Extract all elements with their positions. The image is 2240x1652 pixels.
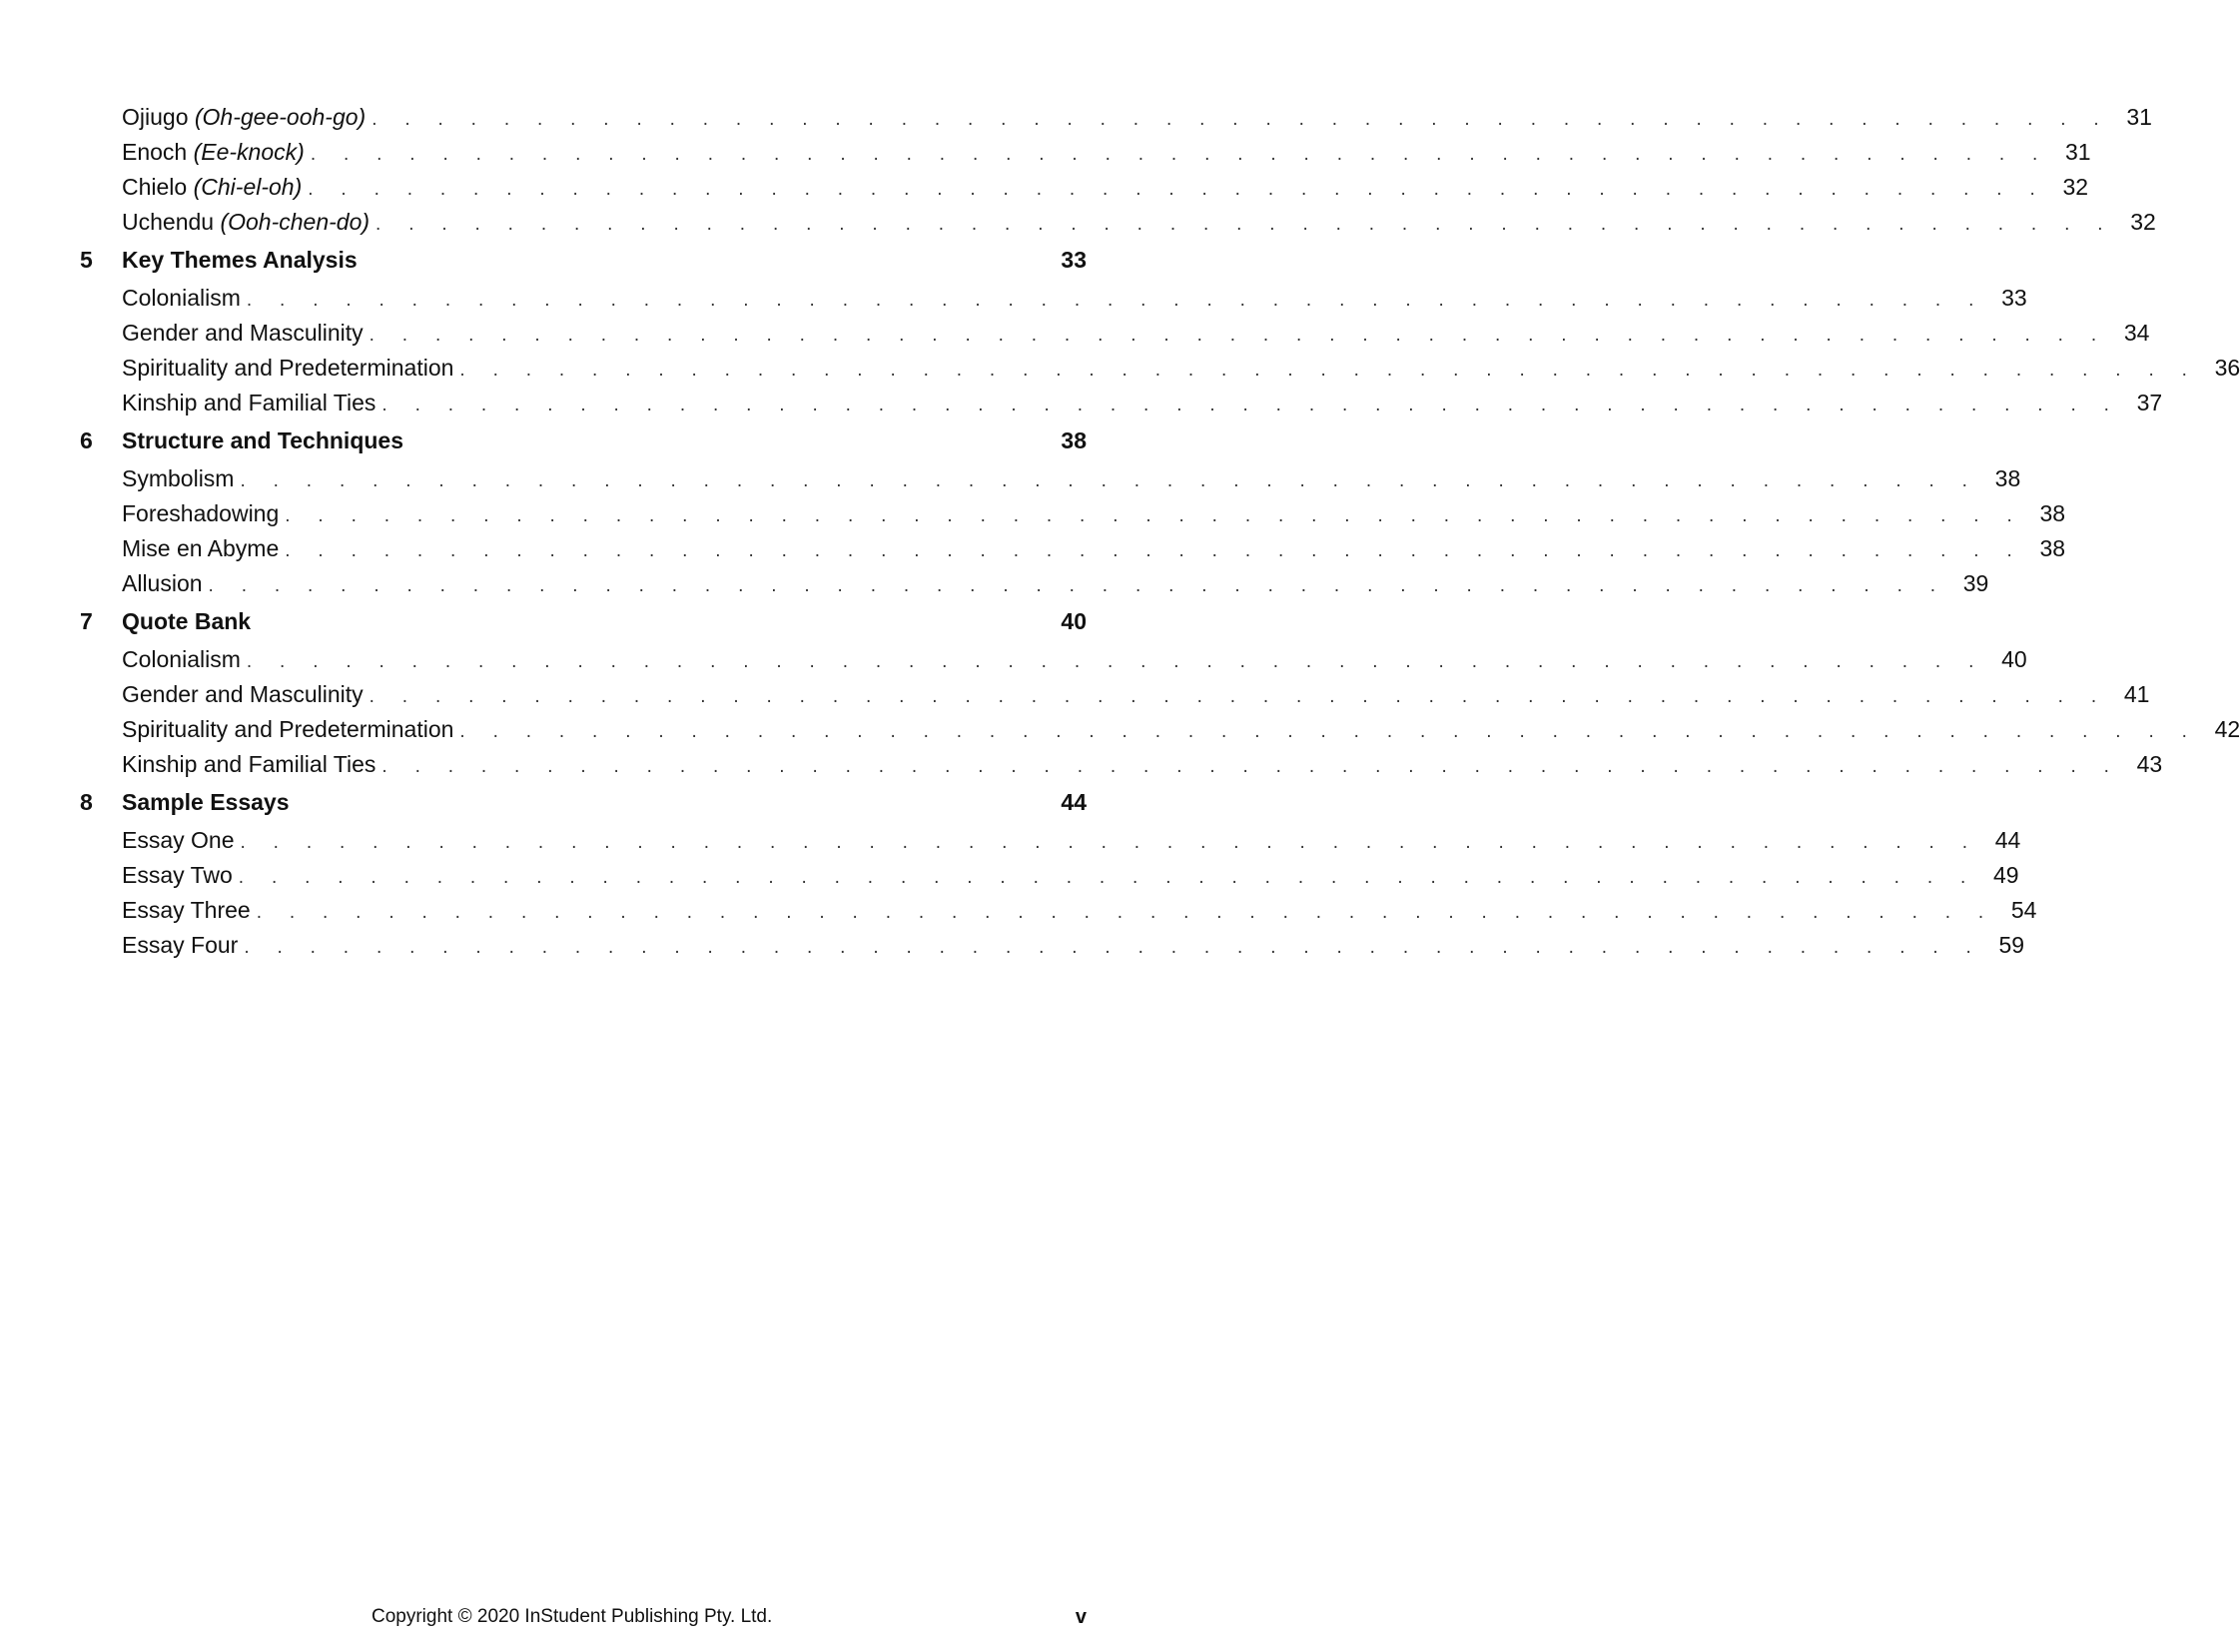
toc-entry-title: Colonialism (122, 285, 241, 311)
toc-page-number: 44 (1994, 827, 2021, 853)
dot-leader: . . . . . . . . . . . . . . . . . . . . . . . . . . . . . . . . . . . . . . . . . . . . . . . . . . . . . (459, 721, 2199, 742)
dot-leader: . . . . . . . . . . . . . . . . . . . . . . . . . . . . . . . . . . . . . . . . . . . . . . . . . . . . . (208, 575, 1947, 596)
toc-entry-title: Kinship and Familial Ties (122, 390, 376, 415)
toc-entry[interactable] (0, 531, 2066, 566)
toc-entry[interactable] (0, 281, 2027, 316)
chapter-title: Sample Essays (122, 789, 290, 815)
toc-page-number: 34 (2123, 320, 2150, 346)
dot-leader: . . . . . . . . . . . . . . . . . . . . . . . . . . . . . . . . . . . . . . . . . . . . . . . . . . . . . (285, 505, 2024, 526)
toc-entry-title: Spirituality and Predetermination (122, 716, 454, 742)
toc-page-number: 59 (1998, 932, 2025, 958)
toc-page-number: 54 (2010, 897, 2037, 923)
toc-entry[interactable] (0, 316, 2150, 351)
toc-page-number: 38 (2039, 500, 2066, 526)
toc-entry[interactable] (0, 496, 2066, 531)
toc-page-number: 43 (2136, 751, 2163, 777)
toc-page-number: 39 (1962, 570, 1989, 596)
copyright-notice: Copyright © 2020 InStudent Publishing Pty. Ltd. (372, 1606, 773, 1627)
toc-page-number: 40 (1061, 608, 1087, 634)
toc-page-number: 32 (2062, 174, 2089, 200)
dot-leader: . . . . . . . . . . . . . . . . . . . . . . . . . . . . . . . . . . . . . . . . . . . . . . . . . . . . . (310, 144, 2049, 165)
toc-page-number: 31 (2065, 139, 2091, 165)
toc-page-number: 31 (2126, 104, 2152, 130)
toc-entry[interactable] (0, 386, 2163, 420)
chapter-number: 8 (80, 789, 93, 815)
chapter-title: Quote Bank (122, 608, 252, 634)
toc-page-number: 38 (1061, 427, 1087, 453)
dot-leader: . . . . . . . . . . . . . . . . . . . . . . . . . . . . . . . . . . . . . . . . . . . . . . . . . . . . . (246, 651, 1985, 672)
toc-page-number: 49 (1992, 862, 2019, 888)
toc-page-number: 42 (2214, 716, 2240, 742)
toc-chapter-8[interactable] (0, 782, 1164, 823)
chapter-number: 5 (80, 247, 93, 273)
toc-entry-title: Essay Three (122, 897, 251, 923)
toc-entry-enoch[interactable] (0, 135, 2091, 170)
toc-chapter-5[interactable] (0, 240, 1164, 281)
toc-entry-title: Essay Four (122, 932, 239, 958)
toc-page-number: 33 (2001, 285, 2027, 311)
toc-entry-ojiugo[interactable] (0, 100, 2152, 135)
toc-entry[interactable] (0, 893, 2037, 928)
toc-entry[interactable] (0, 712, 2240, 747)
dot-leader: . . . . . . . . . . . . . . . . . . . . . . . . . . . . . . . . . . . . . . . . . . . . . . . . . . . . . (308, 179, 2047, 200)
toc-chapter-7[interactable] (0, 601, 1164, 642)
toc-entry-title: Colonialism (122, 646, 241, 672)
toc-entry[interactable] (0, 928, 2025, 963)
toc-page-number: 44 (1061, 789, 1087, 815)
toc-entry-chielo[interactable] (0, 170, 2089, 205)
toc-entry[interactable] (0, 747, 2163, 782)
chapter-title: Key Themes Analysis (122, 247, 358, 273)
toc-page-number: 38 (1994, 465, 2021, 491)
dot-leader: . . . . . . . . . . . . . . . . . . . . . . . . . . . . . . . . . . . . . . . . . . . . . . . . . . . . . (240, 470, 1979, 491)
toc-entry[interactable] (0, 351, 2240, 386)
toc-entry[interactable] (0, 823, 2021, 858)
toc-page-number: 38 (2039, 535, 2066, 561)
chapter-number: 6 (80, 427, 93, 453)
toc-entry-title: Essay One (122, 827, 235, 853)
toc-entry-title: Kinship and Familial Ties (122, 751, 376, 777)
toc-entry-title: Enoch (Ee-knock) (122, 139, 305, 165)
dot-leader: . . . . . . . . . . . . . . . . . . . . . . . . . . . . . . . . . . . . . . . . . . . . . . . . . . . . . (238, 867, 1977, 888)
dot-leader: . . . . . . . . . . . . . . . . . . . . . . . . . . . . . . . . . . . . . . . . . . . . . . . . . . . . . (244, 937, 1983, 958)
dot-leader: . . . . . . . . . . . . . . . . . . . . . . . . . . . . . . . . . . . . . . . . . . . . . . . . . . . . . (381, 756, 2121, 777)
toc-entry-title: Allusion (122, 570, 203, 596)
dot-leader: . . . . . . . . . . . . . . . . . . . . . . . . . . . . . . . . . . . . . . . . . . . . . . . . . . . . . (372, 109, 2110, 130)
toc-entry-title: Symbolism (122, 465, 235, 491)
dot-leader: . . . . . . . . . . . . . . . . . . . . . . . . . . . . . . . . . . . . . . . . . . . . . . . . . . . . . (256, 902, 1995, 923)
toc-page-number: 33 (1061, 247, 1087, 273)
page-footer (0, 1602, 1164, 1632)
toc-entry-title: Ojiugo (Oh-gee-ooh-go) (122, 104, 367, 130)
toc-entry[interactable] (0, 461, 2021, 496)
dot-leader: . . . . . . . . . . . . . . . . . . . . . . . . . . . . . . . . . . . . . . . . . . . . . . . . . . . . . (369, 325, 2108, 346)
dot-leader: . . . . . . . . . . . . . . . . . . . . . . . . . . . . . . . . . . . . . . . . . . . . . . . . . . . . . (381, 395, 2121, 415)
dot-leader: . . . . . . . . . . . . . . . . . . . . . . . . . . . . . . . . . . . . . . . . . . . . . . . . . . . . . (246, 290, 1985, 311)
table-of-contents (0, 100, 2240, 963)
toc-entry[interactable] (0, 642, 2027, 677)
chapter-number: 7 (80, 608, 93, 634)
chapter-title: Structure and Techniques (122, 427, 404, 453)
toc-entry[interactable] (0, 677, 2150, 712)
toc-page-number: 36 (2214, 355, 2240, 381)
toc-chapter-6[interactable] (0, 420, 1164, 461)
toc-page-number: 37 (2136, 390, 2163, 415)
dot-leader: . . . . . . . . . . . . . . . . . . . . . . . . . . . . . . . . . . . . . . . . . . . . . . . . . . . . . (369, 686, 2108, 707)
page-number: v (1075, 1606, 1087, 1628)
toc-entry[interactable] (0, 566, 1989, 601)
toc-entry-title: Gender and Masculinity (122, 681, 364, 707)
toc-page-number: 32 (2130, 209, 2156, 235)
dot-leader: . . . . . . . . . . . . . . . . . . . . . . . . . . . . . . . . . . . . . . . . . . . . . . . . . . . . . (375, 214, 2114, 235)
dot-leader: . . . . . . . . . . . . . . . . . . . . . . . . . . . . . . . . . . . . . . . . . . . . . . . . . . . . . (240, 832, 1979, 853)
toc-entry-title: Mise en Abyme (122, 535, 280, 561)
toc-entry-uchendu[interactable] (0, 205, 2156, 240)
toc-entry-title: Uchendu (Ooh-chen-do) (122, 209, 371, 235)
dot-leader: . . . . . . . . . . . . . . . . . . . . . . . . . . . . . . . . . . . . . . . . . . . . . . . . . . . . . (459, 360, 2199, 381)
toc-entry-title: Chielo (Chi-el-oh) (122, 174, 303, 200)
toc-entry-title: Essay Two (122, 862, 233, 888)
toc-entry-title: Foreshadowing (122, 500, 280, 526)
toc-entry-title: Gender and Masculinity (122, 320, 364, 346)
toc-page-number: 40 (2001, 646, 2027, 672)
dot-leader: . . . . . . . . . . . . . . . . . . . . . . . . . . . . . . . . . . . . . . . . . . . . . . . . . . . . . (285, 540, 2024, 561)
toc-entry[interactable] (0, 858, 2019, 893)
toc-entry-title: Spirituality and Predetermination (122, 355, 454, 381)
toc-page-number: 41 (2123, 681, 2150, 707)
